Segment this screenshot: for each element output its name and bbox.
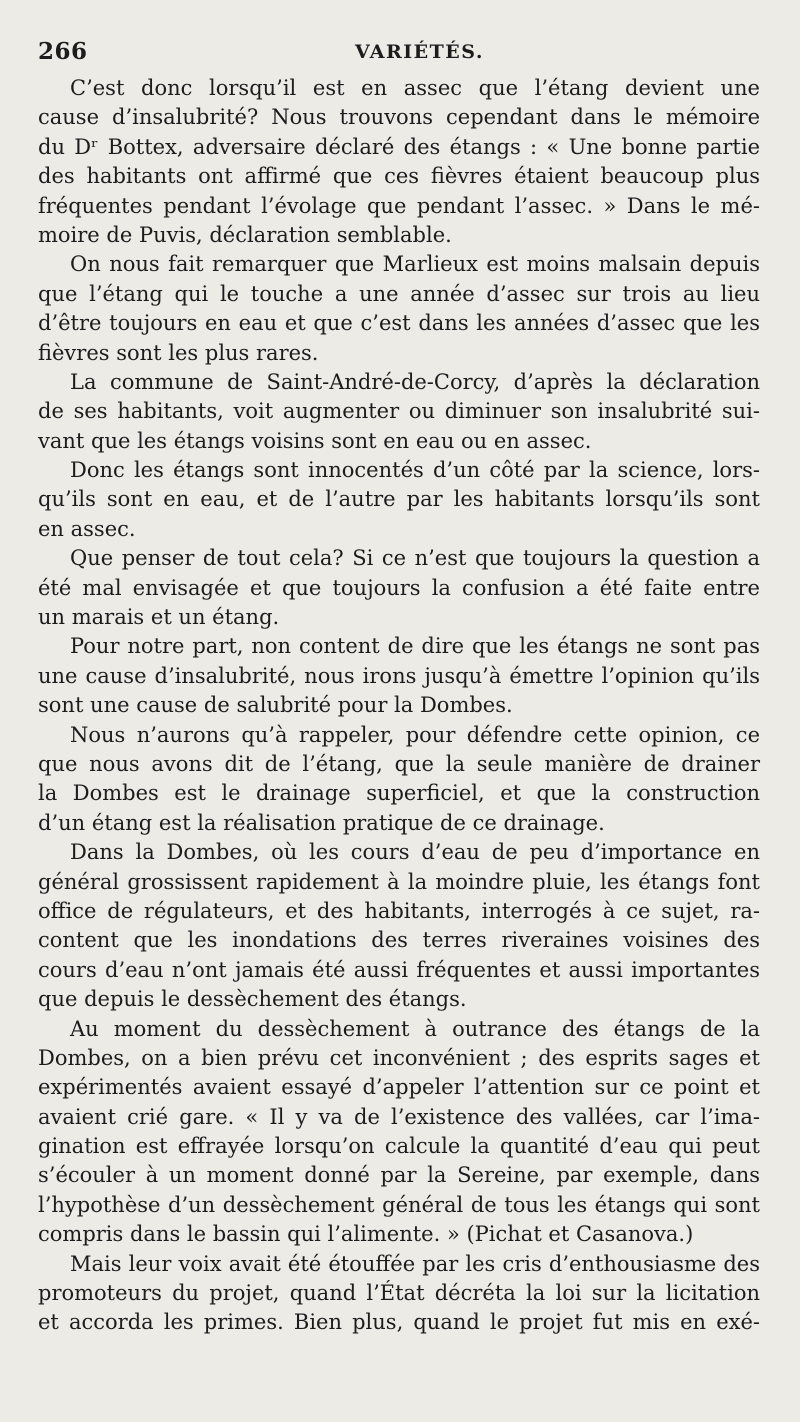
text-line: cause d’insalubrité? Nous trouvons cependant dans le mémoire	[38, 105, 760, 130]
running-head: VARIÉTÉS.	[355, 41, 484, 63]
text-line: fréquentes pendant l’évolage que pendant l’assec. » Dans le mé-	[38, 193, 760, 218]
text-line: cours d’eau n’ont jamais été aussi fréquentes et aussi importantes	[38, 957, 760, 982]
text-line: que nous avons dit de l’étang, que la seule manière de drainer	[38, 751, 760, 776]
text-line: qu’ils sont en eau, et de l’autre par les habitants lorsqu’ils sont	[38, 487, 760, 512]
text-line: vant que les étangs voisins sont en eau ou en assec.	[38, 428, 592, 453]
text-line: de ses habitants, voit augmenter ou diminuer son insalubrité sui-	[38, 399, 760, 424]
text-line: Dans la Dombes, où les cours d’eau de peu d’importance en	[70, 840, 760, 865]
text-line: sont une cause de salubrité pour la Dombes.	[38, 693, 513, 718]
text-line: Pour notre part, non content de dire que les étangs ne sont pas	[70, 634, 760, 659]
text-line: que l’étang qui le touche a une année d’assec sur trois au lieu	[38, 281, 760, 306]
text-line: expérimentés avaient essayé d’appeler l’attention sur ce point et	[38, 1075, 760, 1100]
body-text	[38, 74, 760, 1338]
text-line: La commune de Saint-André-de-Corcy, d’après la déclaration	[70, 369, 760, 394]
text-line: fièvres sont les plus rares.	[38, 340, 319, 365]
text-line: On nous fait remarquer que Marlieux est moins malsain depuis	[70, 252, 760, 277]
text-line: l’hypothèse d’un dessèchement général de tous les étangs qui sont	[38, 1192, 760, 1217]
text-line: avaient crié gare. « Il y va de l’existence des vallées, car l’ima-	[38, 1104, 760, 1129]
text-line: promoteurs du projet, quand l’État décréta la loi sur la licitation	[38, 1281, 760, 1306]
text-line: et accorda les primes. Bien plus, quand le projet fut mis en exé-	[38, 1310, 760, 1335]
text-line: la Dombes est le drainage superficiel, et que la construction	[38, 781, 760, 806]
text-line: du Dʳ Bottex, adversaire déclaré des étangs : « Une bonne partie	[38, 134, 760, 159]
text-line: Mais leur voix avait été étouffée par les cris d’enthousiasme des	[70, 1251, 760, 1276]
text-line: Que penser de tout cela? Si ce n’est que toujours la question a	[70, 546, 760, 571]
text-line: un marais et un étang.	[38, 605, 280, 630]
text-line: Donc les étangs sont innocentés d’un côté par la science, lors-	[70, 458, 760, 483]
text-line: d’être toujours en eau et que c’est dans les années d’assec que les	[38, 311, 760, 336]
text-line: en assec.	[38, 516, 136, 541]
text-line: gination est effrayée lorsqu’on calcule la quantité d’eau qui peut	[38, 1134, 760, 1159]
text-line: moire de Puvis, déclaration semblable.	[38, 222, 452, 247]
text-line: content que les inondations des terres riveraines voisines des	[38, 928, 760, 953]
text-line: des habitants ont affirmé que ces fièvres étaient beaucoup plus	[38, 164, 760, 189]
text-line: Nous n’aurons qu’à rappeler, pour défendre cette opinion, ce	[70, 722, 760, 747]
text-line: compris dans le bassin qui l’alimente. » (Pichat et Casanova.)	[38, 1222, 694, 1247]
text-line: s’écouler à un moment donné par la Sereine, par exemple, dans	[38, 1163, 760, 1188]
text-line: été mal envisagée et que toujours la confusion a été faite entre	[38, 575, 760, 600]
text-line: Dombes, on a bien prévu cet inconvénient ; des esprits sages et	[38, 1045, 760, 1070]
page-number: 266	[38, 38, 88, 65]
text-line: général grossissent rapidement à la moindre pluie, les étangs font	[38, 869, 760, 894]
text-line: Au moment du dessèchement à outrance des étangs de la	[70, 1016, 760, 1041]
text-line: office de régulateurs, et des habitants, interrogés à ce sujet, ra-	[38, 898, 760, 923]
text-line: que depuis le dessèchement des étangs.	[38, 987, 467, 1012]
text-line: une cause d’insalubrité, nous irons jusqu’à émettre l’opinion qu’ils	[38, 663, 760, 688]
text-line: d’un étang est la réalisation pratique de ce drainage.	[38, 810, 605, 835]
text-line: C’est donc lorsqu’il est en assec que l’étang devient une	[70, 76, 760, 100]
